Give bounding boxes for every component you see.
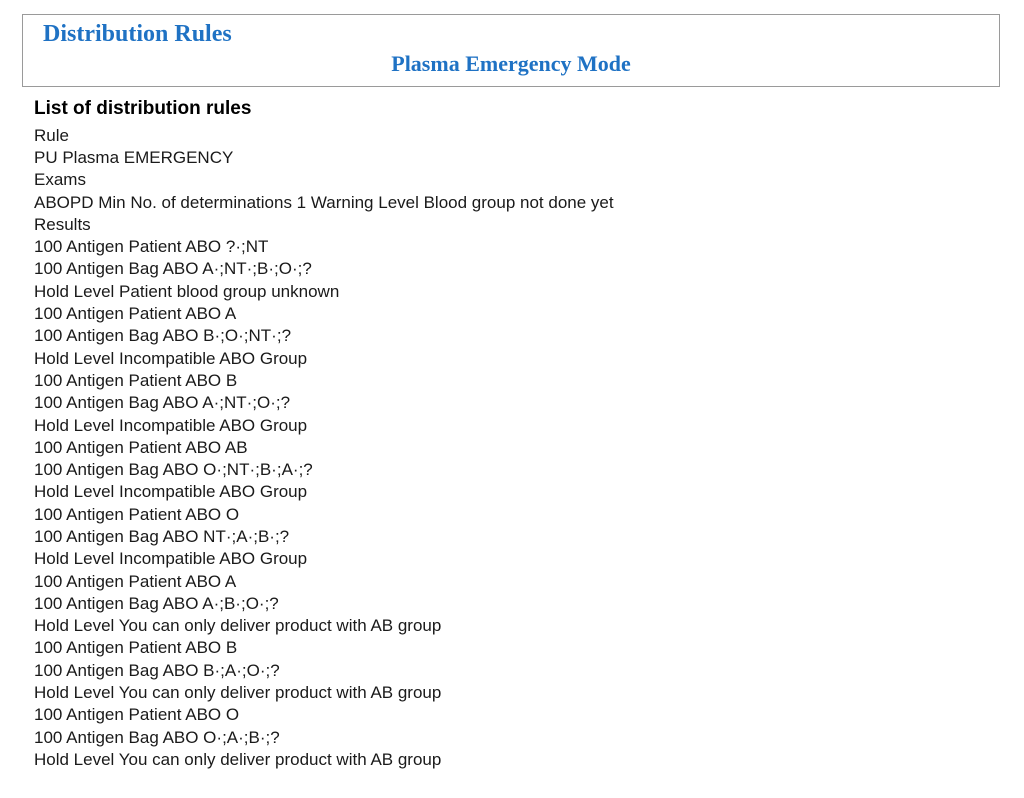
rule-line: Hold Level Incompatible ABO Group xyxy=(34,549,308,569)
document-header xyxy=(22,14,1000,87)
rule-line: Rule xyxy=(34,125,69,145)
rule-line: Hold Level You can only deliver product with AB group xyxy=(34,683,442,703)
rule-line: Hold Level You can only deliver product with AB group xyxy=(34,616,442,636)
section-title: List of distribution rules xyxy=(34,97,252,119)
rule-line: Hold Level Patient blood group unknown xyxy=(34,281,340,301)
rule-line: Hold Level Incompatible ABO Group xyxy=(34,348,308,368)
rule-line: 100 Antigen Patient ABO AB xyxy=(34,437,248,457)
distribution-rules-list xyxy=(34,125,1002,772)
rule-line: Results xyxy=(34,214,91,234)
rule-line: 100 Antigen Patient ABO B xyxy=(34,638,238,658)
rule-line: Hold Level Incompatible ABO Group xyxy=(34,482,308,502)
rule-line: Hold Level You can only deliver product with AB group xyxy=(34,749,442,769)
rule-line: Hold Level Incompatible ABO Group xyxy=(34,415,308,435)
rule-line: 100 Antigen Bag ABO O·;A·;B·;? xyxy=(34,727,280,747)
rule-line: 100 Antigen Bag ABO A·;NT·;B·;O·;? xyxy=(34,259,312,279)
rule-line: 100 Antigen Patient ABO A xyxy=(34,304,237,324)
rule-line: 100 Antigen Patient ABO O xyxy=(34,705,240,725)
page-subtitle: Plasma Emergency Mode xyxy=(391,50,631,76)
rule-line: 100 Antigen Patient ABO B xyxy=(34,370,238,390)
rule-line: 100 Antigen Bag ABO NT·;A·;B·;? xyxy=(34,526,290,546)
rule-line: 100 Antigen Bag ABO B·;O·;NT·;? xyxy=(34,326,292,346)
rule-line: PU Plasma EMERGENCY xyxy=(34,147,234,167)
page-title: Distribution Rules xyxy=(43,21,232,47)
rule-line: 100 Antigen Bag ABO B·;A·;O·;? xyxy=(34,660,280,680)
rule-line: 100 Antigen Patient ABO O xyxy=(34,504,240,524)
rule-line: 100 Antigen Bag ABO O·;NT·;B·;A·;? xyxy=(34,460,313,480)
rule-line: 100 Antigen Bag ABO A·;NT·;O·;? xyxy=(34,393,291,413)
rule-line: Exams xyxy=(34,170,86,190)
rule-line: ABOPD Min No. of determinations 1 Warning Level Blood group not done yet xyxy=(34,192,614,212)
rule-line: 100 Antigen Bag ABO A·;B·;O·;? xyxy=(34,593,279,613)
rule-line: 100 Antigen Patient ABO A xyxy=(34,571,237,591)
document-body xyxy=(22,87,1002,771)
rule-line: 100 Antigen Patient ABO ?·;NT xyxy=(34,237,269,257)
